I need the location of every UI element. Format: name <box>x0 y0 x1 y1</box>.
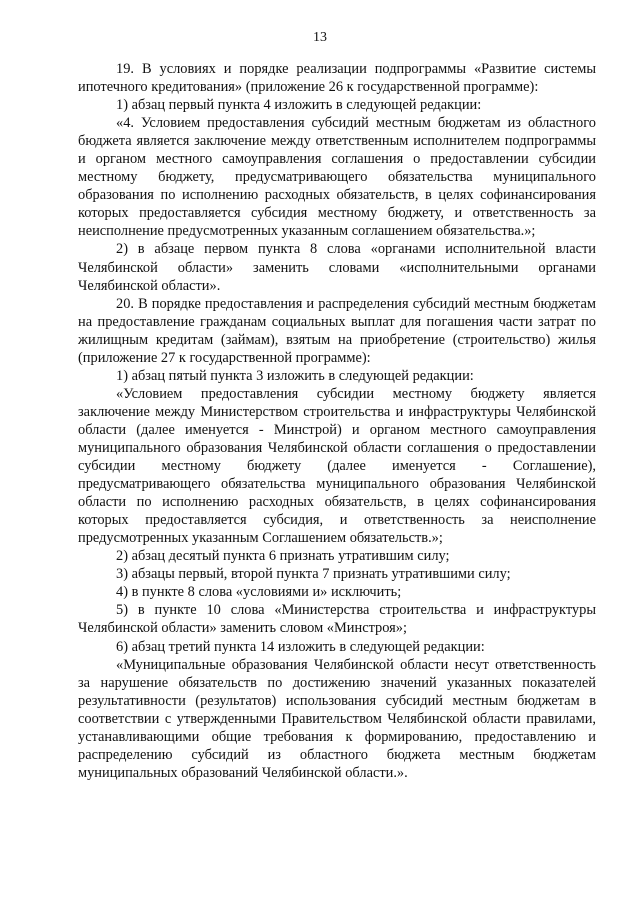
paragraph-quote-condition: «Условием предоставления субсидии местному бюджету является заключение между Министерством строительства и инфраструктуры Челябинской области (далее именуется - Минстрой) и органом местного самоуправления муниципального образования Челябинской области соглашения о предоставлении субсидии местному бюджету (далее именуется - Соглашение), предусматривающего обязательства муниципального образования Челябинской области по исполнению расходных обязательств, в целях софинансирования которых предоставляется субсидия, и ответственность за неисполнение предусмотренных указанным Соглашением обязательств.»; <box>78 385 596 547</box>
paragraph-subitem-6: 6) абзац третий пункта 14 изложить в следующей редакции: <box>116 638 485 655</box>
paragraph-subitem-5: 5) в пункте 10 слова «Министерства строительства и инфраструктуры Челябинской области» заменить словом «Минстроя»; <box>78 602 596 637</box>
paragraph-subitem-1: 1) абзац первый пункта 4 изложить в следующей редакции: <box>116 97 482 114</box>
paragraph-subitem-3: 3) абзацы первый, второй пункта 7 признать утратившими силу; <box>116 566 511 583</box>
document-body <box>78 60 596 782</box>
paragraph-quote-responsibility: «Муниципальные образования Челябинской области несут ответственность за нарушение обязательств по достижению значений указанных показателей результативности (результатов) использования субсидий местным бюджетам в соответствии с утвержденными Правительством Челябинской области правилами, устанавливающими общие требования к формированию, предоставлению и распределению субсидий из областного бюджета местным бюджетам муниципальных образований Челябинской области.». <box>78 656 596 781</box>
page-number: 13 <box>313 30 327 45</box>
paragraph-item-19: 19. В условиях и порядке реализации подпрограммы «Развитие системы ипотечного кредитования» (приложение 26 к государственной программе): <box>78 61 596 96</box>
paragraph-subitem-2: 2) в абзаце первом пункта 8 слова «органами исполнительной власти Челябинской области» заменить словами «исполнительными органами Челябинской области». <box>78 241 596 294</box>
paragraph-subitem-4: 4) в пункте 8 слова «условиями и» исключить; <box>116 584 402 601</box>
paragraph-subitem-1: 1) абзац пятый пункта 3 изложить в следующей редакции: <box>116 367 474 384</box>
paragraph-item-20: 20. В порядке предоставления и распределения субсидий местным бюджетам на предоставление гражданам социальных выплат для погашения части затрат по жилищным кредитам (займам), взятым на приобретение (строительство) жилья (приложение 27 к государственной программе): <box>78 295 596 366</box>
paragraph-subitem-2: 2) абзац десятый пункта 6 признать утратившим силу; <box>116 548 450 565</box>
paragraph-quote-point-4: «4. Условием предоставления субсидий местным бюджетам из областного бюджета является заключение между ответственным исполнителем подпрограммы и органом местного самоуправления соглашения о предоставлении субсидии местному бюджету, предусматривающего обязательства муниципального образования по исполнению расходных обязательств, в целях софинансирования которых предоставляется субсидия местному бюджету, и ответственность за неисполнение предусмотренных указанным соглашением обязательства.»; <box>78 115 596 240</box>
